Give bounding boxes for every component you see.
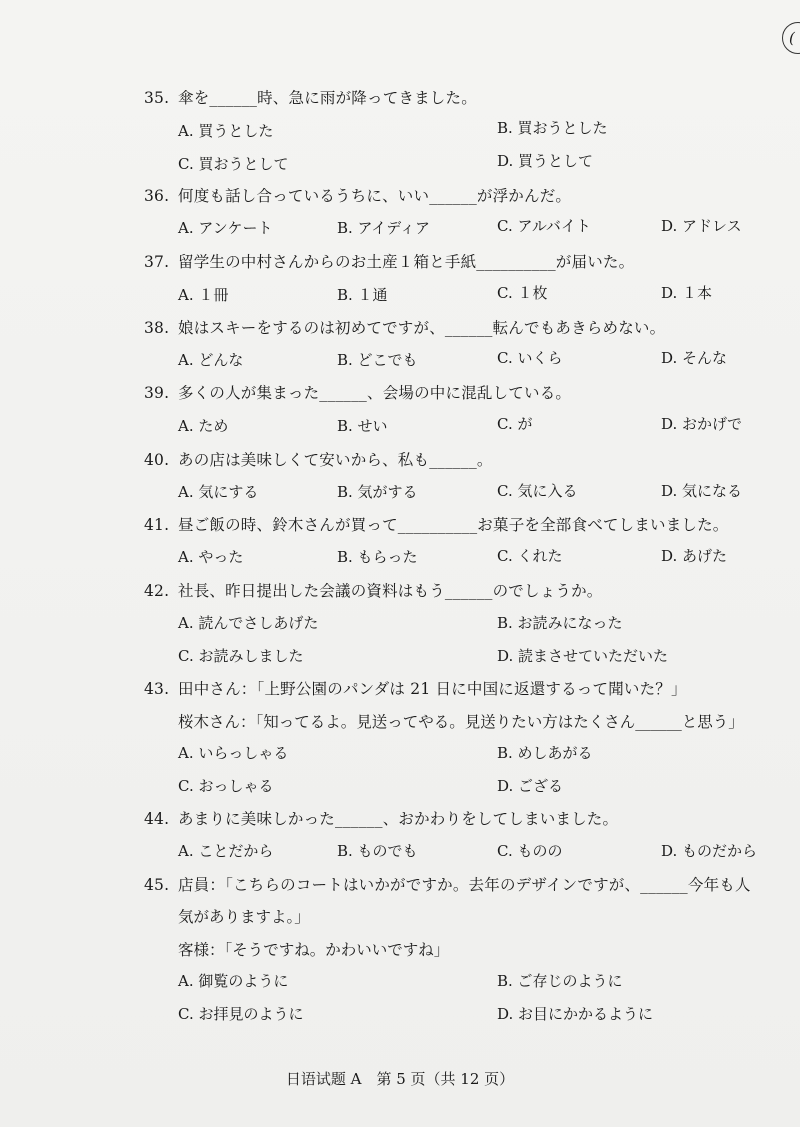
question-36	[144, 184, 571, 206]
question-text: 社長、昨日提出した会議の資料はもう______のでしょうか。	[178, 582, 603, 600]
question-39	[144, 381, 571, 403]
option-43-c: C. おっしゃる	[178, 777, 274, 795]
option-41-c: C. くれた	[497, 547, 563, 565]
option-35-d: D. 買うとして	[497, 152, 594, 170]
option-45-d: D. お目にかかるように	[497, 1005, 654, 1023]
option-42-b: B. お読みになった	[497, 614, 623, 632]
option-43-a: A. いらっしゃる	[178, 744, 289, 762]
question-number: 38.	[144, 319, 170, 337]
question-45-line2: 気がありますよ。」	[178, 908, 310, 926]
option-40-a: A. 気にする	[178, 483, 259, 501]
option-35-c: C. 買おうとして	[178, 155, 289, 173]
question-43-line2: 桜木さん：「知ってるよ。見送ってやる。見送りたい方はたくさん______と思う」	[178, 713, 744, 731]
option-39-b: B. せい	[337, 417, 388, 435]
question-text: 田中さん：「上野公園のパンダは 21 日に中国に返還するって聞いた？」	[178, 680, 687, 698]
option-44-d: D. ものだから	[661, 842, 758, 860]
question-text: あの店は美味しくて安いから、私も______。	[178, 451, 493, 469]
option-42-d: D. 読まさせていただいた	[497, 647, 669, 665]
option-45-c: C. お拝見のように	[178, 1005, 304, 1023]
option-44-c: C. ものの	[497, 842, 563, 860]
question-text: あまりに美味しかった______、おかわりをしてしまいました。	[178, 810, 619, 828]
option-37-b: B. １通	[337, 286, 388, 304]
question-41	[144, 513, 729, 535]
question-text: 多くの人が集まった______、会場の中に混乱している。	[178, 384, 572, 402]
question-text: 店員：「こちらのコートはいかがですか。去年のデザインですが、______今年も人	[178, 876, 751, 894]
option-41-b: B. もらった	[337, 548, 418, 566]
option-44-a: A. ことだから	[178, 842, 274, 860]
option-41-d: D. あげた	[661, 547, 728, 565]
question-number: 35.	[144, 89, 170, 107]
question-text: 昼ご飯の時、鈴木さんが買って__________お菓子を全部食べてしまいました。	[178, 516, 729, 534]
option-40-b: B. 気がする	[337, 483, 418, 501]
option-38-c: C. いくら	[497, 349, 563, 367]
option-45-a: A. 御覧のように	[178, 972, 289, 990]
option-43-d: D. ござる	[497, 777, 564, 795]
question-number: 43.	[144, 680, 170, 698]
option-38-a: A. どんな	[178, 351, 244, 369]
question-number: 42.	[144, 582, 170, 600]
question-text: 何度も話し合っているうちに、いい______が浮かんだ。	[178, 187, 572, 205]
question-40	[144, 448, 493, 470]
question-38	[144, 316, 665, 338]
option-43-b: B. めしあがる	[497, 744, 593, 762]
question-43	[144, 677, 687, 699]
page-corner-mark: (	[782, 22, 800, 54]
option-36-b: B. アイディア	[337, 219, 431, 237]
option-36-a: A. アンケート	[178, 219, 273, 237]
option-39-d: D. おかげで	[661, 415, 743, 433]
question-number: 39.	[144, 384, 170, 402]
question-number: 44.	[144, 810, 170, 828]
question-45-line3: 客様：「そうですね。かわいいですね」	[178, 941, 450, 959]
question-number: 40.	[144, 451, 170, 469]
question-37	[144, 250, 634, 272]
question-text: 娘はスキーをするのは初めてですが、______転んでもあきらめない。	[178, 319, 666, 337]
option-36-c: C. アルバイト	[497, 217, 591, 235]
option-35-a: A. 買うとした	[178, 122, 274, 140]
question-number: 37.	[144, 253, 170, 271]
option-40-d: D. 気になる	[661, 482, 743, 500]
question-45	[144, 873, 751, 895]
option-42-a: A. 読んでさしあげた	[178, 614, 319, 632]
option-45-b: B. ご存じのように	[497, 972, 623, 990]
option-38-d: D. そんな	[661, 349, 728, 367]
option-42-c: C. お読みしました	[178, 647, 304, 665]
question-44	[144, 807, 618, 829]
option-40-c: C. 気に入る	[497, 482, 578, 500]
option-44-b: B. ものでも	[337, 842, 418, 860]
page-footer: 日语试题 A 第 5 页（共 12 页）	[285, 1070, 515, 1088]
question-number: 41.	[144, 516, 170, 534]
option-36-d: D. アドレス	[661, 217, 742, 235]
question-number: 45.	[144, 876, 170, 894]
option-38-b: B. どこでも	[337, 351, 418, 369]
option-37-d: D. １本	[661, 284, 713, 302]
question-text: 留学生の中村さんからのお土産１箱と手紙__________が届いた。	[178, 253, 635, 271]
question-text: 傘を______時、急に雨が降ってきました。	[178, 89, 477, 107]
option-35-b: B. 買おうとした	[497, 119, 608, 137]
option-41-a: A. やった	[178, 548, 244, 566]
option-39-c: C. が	[497, 415, 533, 433]
question-number: 36.	[144, 187, 170, 205]
question-42	[144, 579, 603, 601]
question-35	[144, 86, 477, 108]
option-37-a: A. １冊	[178, 286, 229, 304]
option-39-a: A. ため	[178, 417, 229, 435]
option-37-c: C. １枚	[497, 284, 548, 302]
